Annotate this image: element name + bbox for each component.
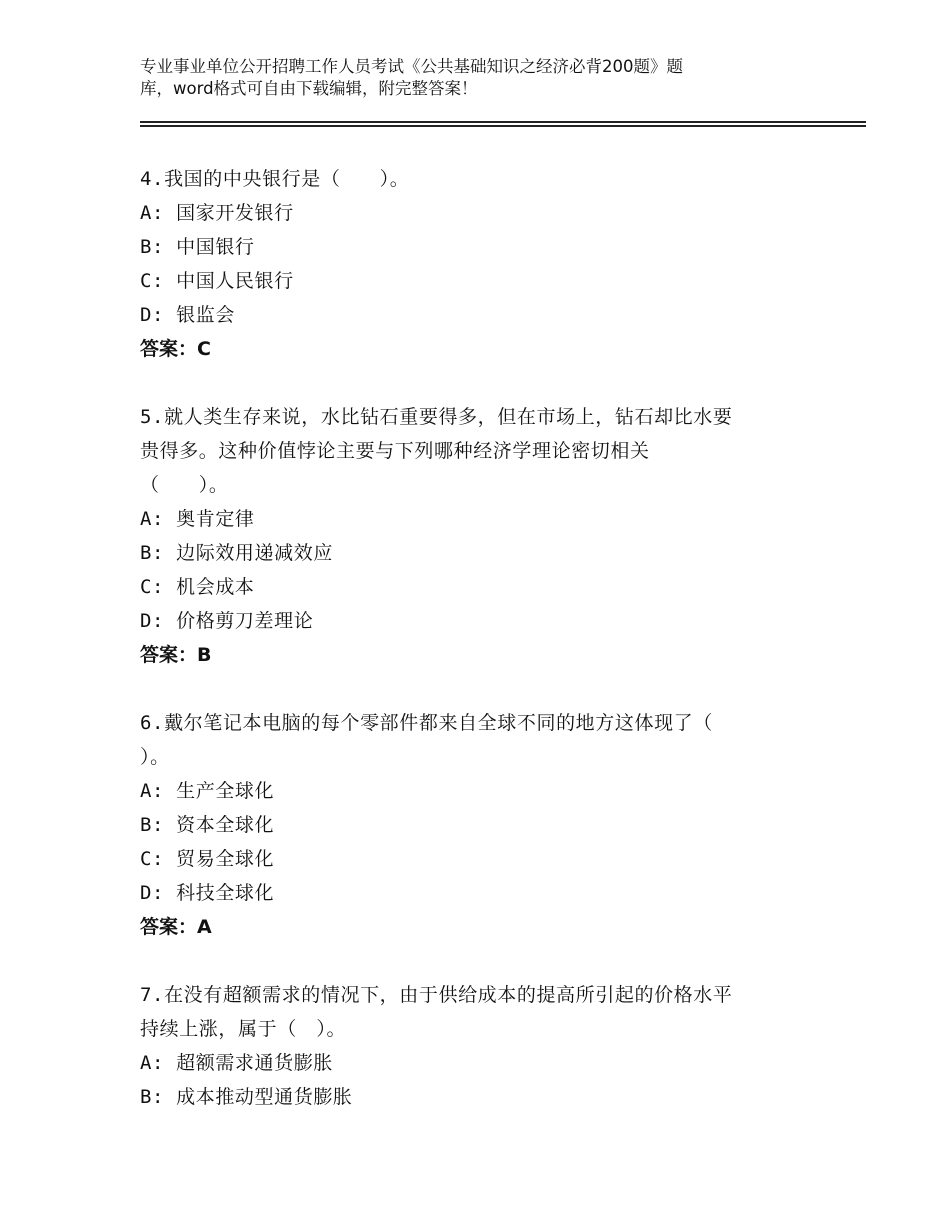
answer-label: 答案：C (140, 338, 211, 360)
question-4 (140, 162, 810, 366)
question-stem: 5.就人类生存来说，水比钻石重要得多，但在市场上，钻石却比水要 (140, 406, 733, 428)
answer-label: 答案：A (140, 916, 212, 938)
option-c: C: 机会成本 (140, 576, 255, 598)
document-header (140, 56, 800, 100)
header-line-2: 库，word格式可自由下载编辑，附完整答案！ (140, 79, 478, 98)
question-list (140, 162, 810, 1148)
question-7 (140, 978, 810, 1114)
question-stem: ）。 (140, 746, 170, 768)
question-5 (140, 400, 810, 672)
question-stem: 4.我国的中央银行是（ ）。 (140, 168, 410, 190)
header-rule-bottom (140, 125, 866, 127)
option-d: D: 价格剪刀差理论 (140, 610, 314, 632)
question-stem: 7.在没有超额需求的情况下，由于供给成本的提高所引起的价格水平 (140, 984, 733, 1006)
header-rule-top (140, 121, 866, 123)
option-d: D: 科技全球化 (140, 882, 275, 904)
option-c: C: 贸易全球化 (140, 848, 275, 870)
option-a: A: 超额需求通货膨胀 (140, 1052, 333, 1074)
header-line-1: 专业事业单位公开招聘工作人员考试《公共基础知识之经济必背200题》题 (140, 57, 683, 76)
question-6 (140, 706, 810, 944)
option-b: B: 边际效用递减效应 (140, 542, 333, 564)
question-stem: 持续上涨，属于（ ）。 (140, 1018, 347, 1040)
option-b: B: 中国银行 (140, 236, 255, 258)
option-a: A: 生产全球化 (140, 780, 275, 802)
question-stem: 6.戴尔笔记本电脑的每个零部件都来自全球不同的地方这体现了（ (140, 712, 713, 734)
question-stem: 贵得多。这种价值悖论主要与下列哪种经济学理论密切相关 (140, 440, 650, 462)
question-stem: （ ）。 (140, 474, 229, 496)
option-c: C: 中国人民银行 (140, 270, 294, 292)
answer-label: 答案：B (140, 644, 212, 666)
option-d: D: 银监会 (140, 304, 235, 326)
option-a: A: 国家开发银行 (140, 202, 294, 224)
option-b: B: 资本全球化 (140, 814, 275, 836)
option-b: B: 成本推动型通货膨胀 (140, 1086, 353, 1108)
option-a: A: 奥肯定律 (140, 508, 255, 530)
